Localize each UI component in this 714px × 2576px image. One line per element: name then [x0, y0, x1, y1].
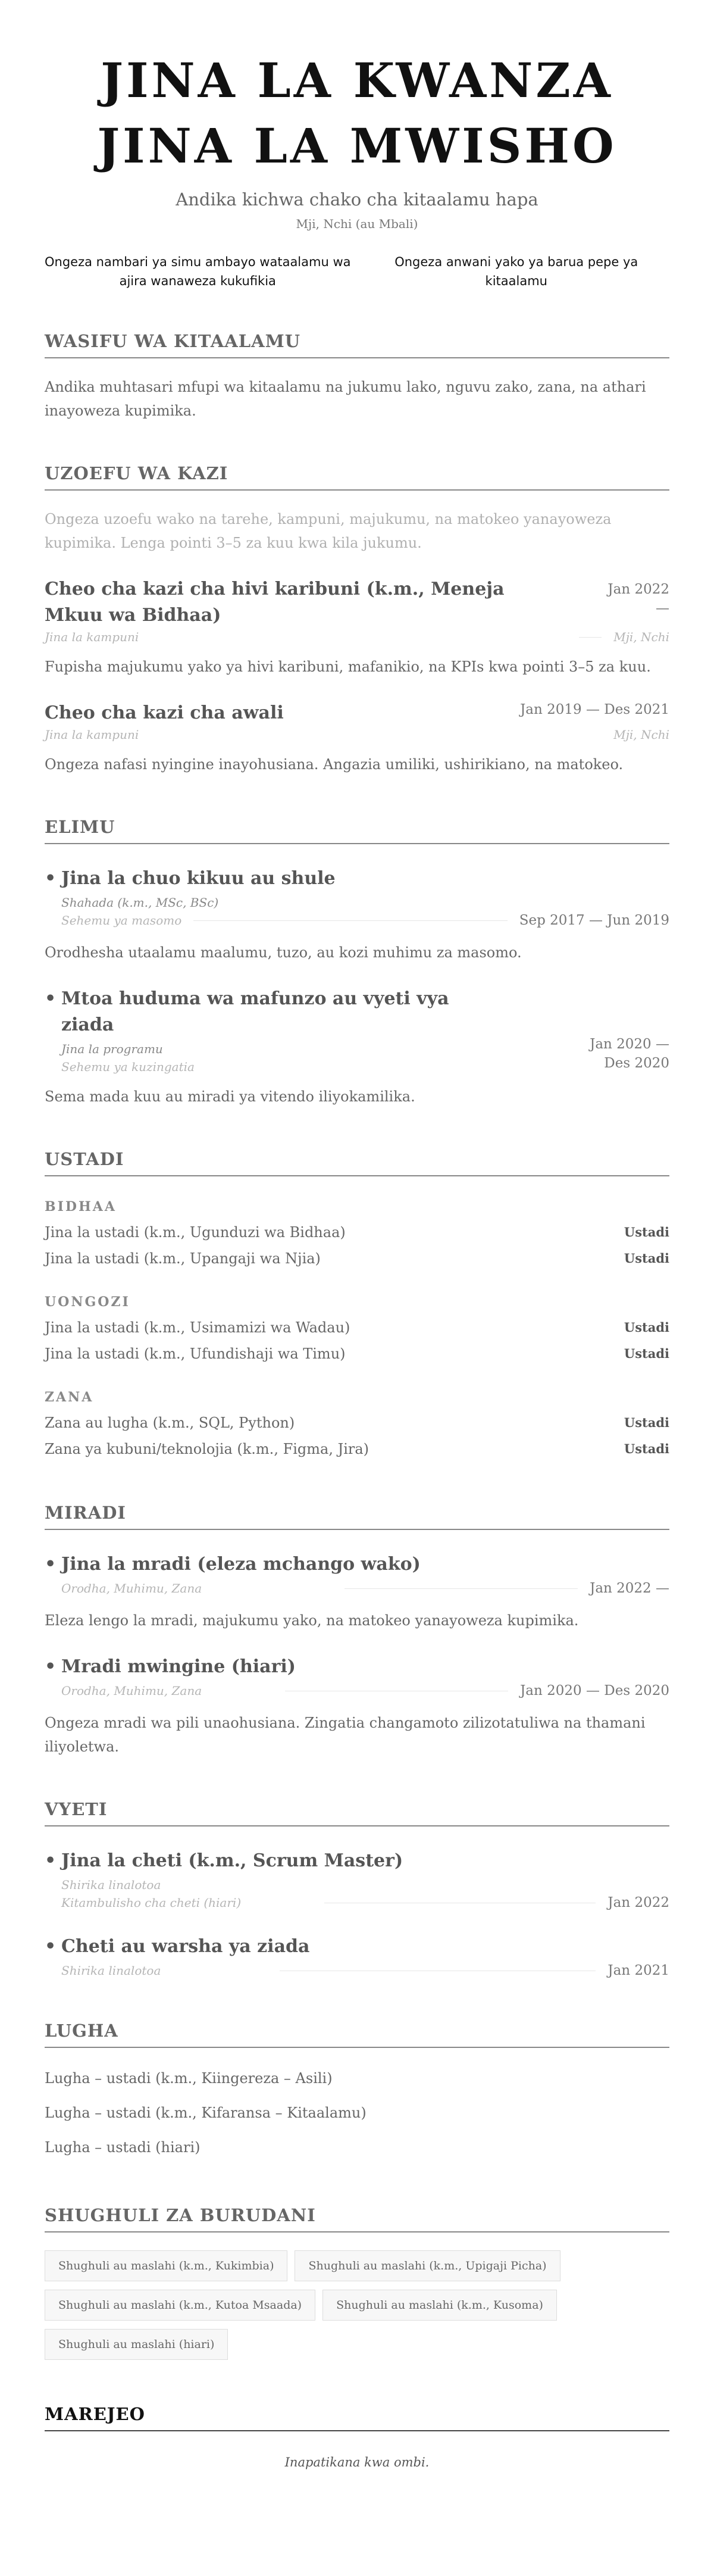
skill-category: BIDHAA: [45, 1199, 117, 1214]
contact-row: [45, 252, 669, 291]
skill-level: Ustadi: [624, 1415, 669, 1430]
skill-label: Jina la ustadi (k.m., Ugunduzi wa Bidhaa): [45, 1224, 346, 1241]
skills-section: [45, 1149, 669, 1462]
skill-label: Jina la ustadi (k.m., Ufundishaji wa Timu): [45, 1345, 346, 1362]
certificate-entry: [45, 1934, 669, 1980]
job-company: Jina la kampuni: [45, 727, 139, 742]
skill-row: [45, 1219, 669, 1245]
interest-tag: Shughuli au maslahi (k.m., Kukimbia): [45, 2250, 287, 2281]
job-date-end: —: [656, 601, 669, 616]
certificate-credential: Kitambulisho cha cheti (hiari): [61, 1896, 242, 1910]
certificate-issuer: Shirika linalotoa: [61, 1963, 161, 1978]
interests-section: [45, 2205, 669, 2368]
resume-header: [45, 48, 669, 291]
skill-category: ZANA: [45, 1390, 94, 1405]
section-title: MAREJEO: [45, 2404, 669, 2431]
job-date-start: Jan 2022: [607, 582, 669, 597]
project-dates: Jan 2020 — Des 2020: [520, 1683, 669, 1698]
skill-level: Ustadi: [624, 1320, 669, 1335]
education-dates: Sep 2017 — Jun 2019: [519, 913, 669, 928]
skill-label: Jina la ustadi (k.m., Upangaji wa Njia): [45, 1250, 321, 1267]
project-description: Ongeza mradi wa pili unaohusiana. Zingatia changamoto zilizotatuliwa na thamani iliyoletwa.: [45, 1715, 646, 1755]
language-item: Lugha – ustadi (k.m., Kifaransa – Kitaalamu): [45, 2104, 367, 2121]
skill-row: [45, 1341, 669, 1367]
project-tags: Orodha, Muhimu, Zana: [61, 1684, 202, 1698]
skill-category: UONGOZI: [45, 1294, 130, 1310]
location: Mji, Nchi (au Mbali): [296, 217, 418, 231]
language-item: Lugha – ustadi (hiari): [45, 2139, 201, 2156]
project-description: Eleza lengo la mradi, majukumu yako, na matokeo yanayoweza kupimika.: [45, 1612, 579, 1629]
skill-row: [45, 1314, 669, 1341]
leader-line: [345, 1588, 578, 1589]
education-entry: [45, 866, 669, 964]
project-dates: Jan 2022 —: [590, 1581, 669, 1596]
education-entry: [45, 986, 669, 1109]
professional-headline: Andika kichwa chako cha kitaalamu hapa: [176, 189, 538, 210]
interest-tags: [45, 2250, 669, 2368]
summary-text: Andika muhtasari mfupi wa kitaalamu na jukumu lako, nguvu zako, zana, na athari inayoweza kupimika.: [45, 379, 646, 419]
job-company: Jina la kampuni: [45, 630, 139, 644]
section-title: LUGHA: [45, 2021, 669, 2048]
job-title: Cheo cha kazi cha hivi karibuni (k.m., Meneja Mkuu wa Bidhaa): [45, 579, 505, 626]
section-title: ELIMU: [45, 817, 669, 844]
skill-label: Zana au lugha (k.m., SQL, Python): [45, 1415, 295, 1431]
interest-tag: Shughuli au maslahi (k.m., Kusoma): [322, 2290, 557, 2321]
project-entry: [45, 1654, 669, 1759]
phone-contact: Ongeza nambari ya simu ambayo wataalamu wa ajira wanaweza kukufikia: [45, 255, 351, 288]
interest-tag: Shughuli au maslahi (k.m., Upigaji Picha): [295, 2250, 560, 2281]
certificate-date: Jan 2021: [607, 1963, 669, 1978]
education-section: [45, 817, 669, 1109]
job-description: Fupisha majukumu yako ya hivi karibuni, mafanikio, na KPIs kwa pointi 3–5 za kuu.: [45, 658, 651, 675]
interest-tag: Shughuli au maslahi (k.m., Kutoa Msaada): [45, 2290, 315, 2321]
section-title: WASIFU WA KITAALAMU: [45, 331, 669, 358]
skill-row: [45, 1436, 669, 1462]
section-title: USTADI: [45, 1149, 669, 1176]
projects-section: [45, 1503, 669, 1759]
experience-section: [45, 463, 669, 776]
section-title: VYETI: [45, 1799, 669, 1826]
leader-line: [579, 637, 602, 638]
languages-section: [45, 2021, 669, 2165]
certificate-name: • Cheti au warsha ya ziada: [45, 1934, 669, 1960]
experience-hint: Ongeza uzoefu wako na tarehe, kampuni, majukumu, na matokeo yanayoweza kupimika. Lenga pointi 3–5 za kuu kwa kila jukumu.: [45, 511, 612, 551]
education-dates: Jan 2020 — Des 2020: [590, 1036, 669, 1071]
skill-row: [45, 1410, 669, 1436]
certificate-issuer: Shirika linalotoa: [61, 1878, 161, 1892]
school-name: • Mtoa huduma wa mafunzo au vyeti vya ziada: [45, 986, 461, 1038]
skill-label: Jina la ustadi (k.m., Usimamizi wa Wadau): [45, 1319, 350, 1336]
project-entry: [45, 1551, 669, 1632]
skill-label: Zana ya kubuni/teknolojia (k.m., Figma, Jira): [45, 1441, 369, 1457]
skill-level: Ustadi: [624, 1346, 669, 1361]
certificates-section: [45, 1799, 669, 1980]
job-title: Cheo cha kazi cha awali: [45, 702, 284, 723]
certificate-name: • Jina la cheti (k.m., Scrum Master): [45, 1848, 669, 1874]
school-name: • Jina la chuo kikuu au shule: [45, 866, 669, 892]
skill-level: Ustadi: [624, 1225, 669, 1239]
full-name: JINA LA KWANZA JINA LA MWISHO: [97, 52, 617, 174]
job-entry: [45, 576, 669, 679]
field-of-study: Sehemu ya masomo: [61, 913, 182, 928]
skill-row: [45, 1245, 669, 1272]
interest-tag: Shughuli au maslahi (hiari): [45, 2329, 228, 2360]
section-title: MIRADI: [45, 1503, 669, 1530]
references-section: [45, 2404, 669, 2469]
degree: Shahada (k.m., MSc, BSc): [61, 895, 219, 910]
section-title: UZOEFU WA KAZI: [45, 463, 669, 491]
degree: Jina la programu: [61, 1042, 163, 1056]
project-tags: Orodha, Muhimu, Zana: [61, 1581, 202, 1595]
skill-level: Ustadi: [624, 1251, 669, 1266]
certificate-date: Jan 2022: [607, 1895, 669, 1910]
education-description: Sema mada kuu au miradi ya vitendo iliyokamilika.: [45, 1088, 415, 1105]
field-of-study: Sehemu ya kuzingatia: [61, 1060, 195, 1074]
education-description: Orodhesha utaalamu maalumu, tuzo, au kozi muhimu za masomo.: [45, 944, 522, 961]
certificate-entry: [45, 1848, 669, 1912]
leader-line: [193, 920, 508, 921]
job-location: Mji, Nchi: [613, 727, 669, 742]
email-contact: Ongeza anwani yako ya barua pepe ya kitaalamu: [394, 255, 638, 288]
language-item: Lugha – ustadi (k.m., Kiingereza – Asili): [45, 2070, 333, 2087]
project-name: • Mradi mwingine (hiari): [45, 1654, 669, 1680]
job-location: Mji, Nchi: [613, 630, 669, 644]
job-description: Ongeza nafasi nyingine inayohusiana. Angazia umiliki, ushirikiano, na matokeo.: [45, 756, 624, 773]
job-dates: [607, 580, 669, 618]
skill-level: Ustadi: [624, 1441, 669, 1456]
summary-section: [45, 331, 669, 423]
project-name: • Jina la mradi (eleza mchango wako): [45, 1551, 669, 1578]
section-title: SHUGHULI ZA BURUDANI: [45, 2205, 669, 2232]
job-dates: Jan 2019 — Des 2021: [520, 702, 669, 717]
references-text: Inapatikana kwa ombi.: [284, 2455, 430, 2469]
job-entry: [45, 700, 669, 776]
